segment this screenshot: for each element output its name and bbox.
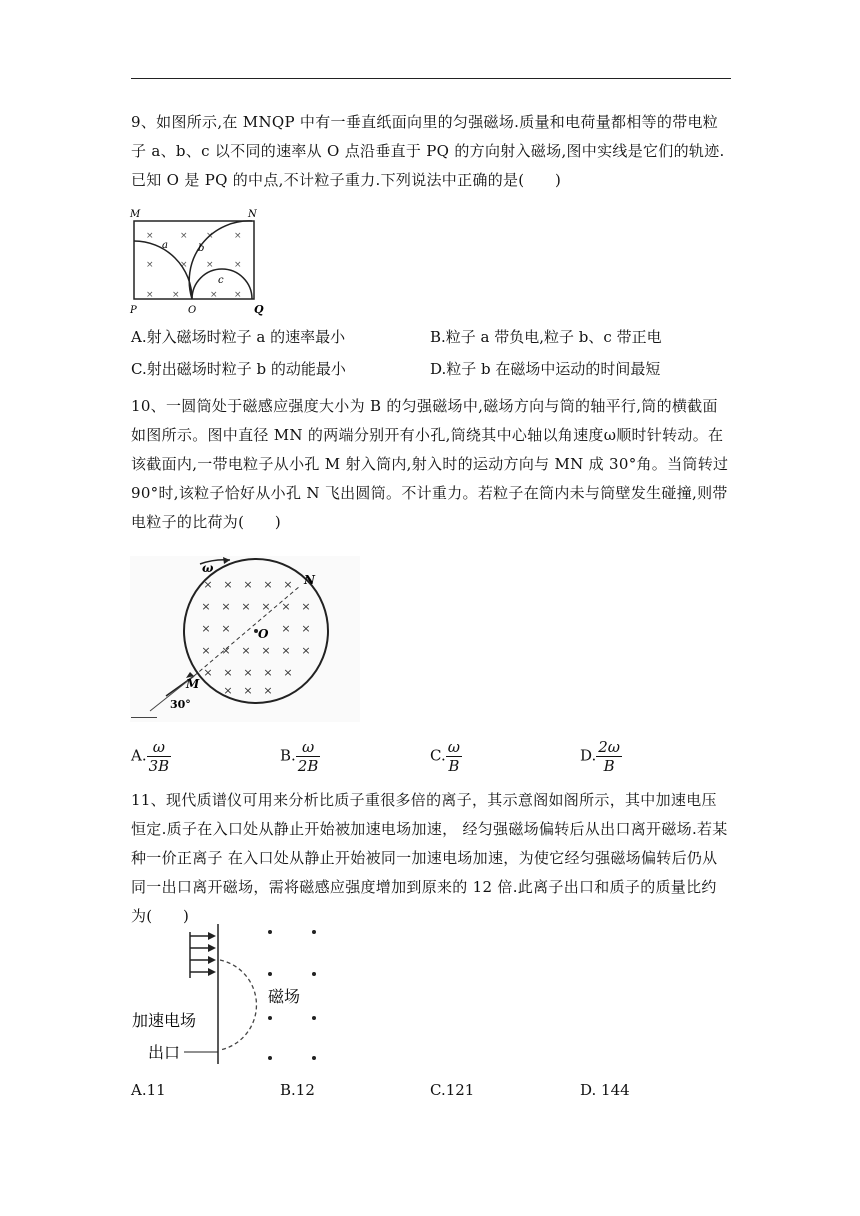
q9-option-b: B.粒子 a 带负电,粒子 b、c 带正电	[430, 328, 662, 346]
svg-text:×: ×	[201, 644, 211, 657]
q10-option-a: A. $\frac{\omega}{3B}$	[131, 738, 170, 775]
svg-text:×: ×	[221, 600, 231, 613]
svg-text:×: ×	[261, 644, 271, 657]
svg-text:×: ×	[263, 578, 273, 591]
svg-text:×: ×	[243, 578, 253, 591]
svg-text:×: ×	[241, 600, 251, 613]
fig9-label-M: M	[130, 209, 141, 220]
fig9-label-P: P	[130, 305, 137, 316]
question-11-text: 11、现代质谱仪可用来分析比质子重很多倍的离子，其示意阁如阁所示，其中加速电压恒定.质子在入口处从静止开始被加速电场加速， 经匀强磁场偏转后从出口离开磁场.若某种一价正离子 在入口处从静止开始被同一加速电场加速，为使它经匀强磁场偏转后仍从同一出口离开磁场，需将磁感应强度增加到原来的 12 倍.此离子出口和质子的质量比约为( )	[131, 791, 728, 925]
svg-text:×: ×	[146, 260, 154, 270]
q11-option-c: C.121	[430, 1081, 475, 1099]
svg-text:×: ×	[223, 578, 233, 591]
svg-text:×: ×	[283, 666, 293, 679]
fig9-label-b: b	[198, 243, 205, 254]
fig10-angle-label: 30°	[170, 698, 191, 711]
svg-text:×: ×	[201, 622, 211, 635]
q10-option-b: B. $\frac{\omega}{2B}$	[280, 738, 319, 775]
header-rule	[131, 78, 731, 79]
fig11-field-label: 磁场	[268, 987, 301, 1006]
svg-text:×: ×	[234, 231, 242, 241]
question-10-text: 10、一圆筒处于磁感应强度大小为 B 的匀强磁场中,磁场方向与筒的轴平行,筒的横截面如图所示。图中直径 MN 的两端分别开有小孔,筒绕其中心轴以角速度ω顺时针转动。在该截面内,一带电粒子从小孔 M 射入筒内,射入时的运动方向与 MN 成 30°角。当筒转过 90°时,该粒子恰好从小孔 N 飞出圆筒。不计重力。若粒子在筒内未与筒壁发生碰撞,则带电粒子的比荷为( )	[131, 397, 729, 531]
fig10-omega: ω	[202, 561, 214, 575]
svg-text:×: ×	[221, 644, 231, 657]
q11-option-a: A.11	[131, 1081, 166, 1099]
svg-text:×: ×	[172, 290, 180, 300]
question-9-text: 9、如图所示,在 MNQP 中有一垂直纸面向里的匀强磁场.质量和电荷量都相等的带电粒子 a、b、c 以不同的速率从 O 点沿垂直于 PQ 的方向射入磁场,图中实线是它们的轨迹.已知 O 是 PQ 的中点,不计粒子重力.下列说法中正确的是( )	[131, 113, 725, 189]
svg-text:×: ×	[180, 260, 188, 270]
fig10-label-N: N	[304, 573, 315, 587]
fig9-label-a: a	[162, 240, 168, 251]
q11-option-b: B.12	[280, 1081, 315, 1099]
fig10-label-M: M	[186, 677, 200, 691]
svg-text:×: ×	[146, 231, 154, 241]
fig9-label-O: O	[188, 305, 197, 316]
svg-text:×: ×	[203, 666, 213, 679]
svg-text:×: ×	[281, 600, 291, 613]
svg-text:×: ×	[283, 578, 293, 591]
q9-option-c: C.射出磁场时粒子 b 的动能最小	[131, 360, 346, 378]
svg-text:×: ×	[206, 231, 214, 241]
svg-text:×: ×	[206, 260, 214, 270]
svg-text:×: ×	[203, 578, 213, 591]
svg-text:×: ×	[241, 644, 251, 657]
svg-text:×: ×	[243, 666, 253, 679]
q9-option-d: D.粒子 b 在磁场中运动的时间最短	[430, 360, 661, 378]
svg-text:×: ×	[263, 666, 273, 679]
fig9-label-c: c	[218, 275, 224, 286]
svg-text:×: ×	[281, 622, 291, 635]
svg-text:×: ×	[201, 600, 211, 613]
q10-option-c: C. $\frac{\omega}{B}$	[430, 738, 460, 775]
svg-text:×: ×	[261, 600, 271, 613]
fig10-label-O: O	[258, 627, 269, 641]
svg-text:×: ×	[234, 290, 242, 300]
svg-text:×: ×	[146, 290, 154, 300]
question-10-figure	[130, 556, 360, 722]
svg-text:×: ×	[301, 644, 311, 657]
fig9-label-N: N	[248, 209, 257, 220]
svg-text:×: ×	[234, 260, 242, 270]
svg-text:×: ×	[223, 684, 233, 697]
svg-text:×: ×	[263, 684, 273, 697]
question-9-figure	[128, 205, 268, 317]
fig11-exit-label: 出口	[148, 1043, 181, 1062]
svg-text:×: ×	[301, 600, 311, 613]
svg-text:×: ×	[281, 644, 291, 657]
svg-text:×: ×	[210, 290, 218, 300]
svg-text:×: ×	[221, 622, 231, 635]
question-11-figure	[130, 922, 330, 1066]
fig9-label-Q: Q	[254, 303, 264, 316]
q11-option-d: D. 144	[580, 1081, 630, 1099]
svg-text:×: ×	[180, 231, 188, 241]
svg-text:×: ×	[301, 622, 311, 635]
figure-rule	[131, 717, 157, 718]
svg-text:×: ×	[223, 666, 233, 679]
svg-text:×: ×	[243, 684, 253, 697]
q9-option-a: A.射入磁场时粒子 a 的速率最小	[131, 328, 346, 346]
fig11-accel-label: 加速电场	[132, 1011, 197, 1030]
q10-option-d: D. $\frac{2\omega}{B}$	[580, 738, 621, 775]
